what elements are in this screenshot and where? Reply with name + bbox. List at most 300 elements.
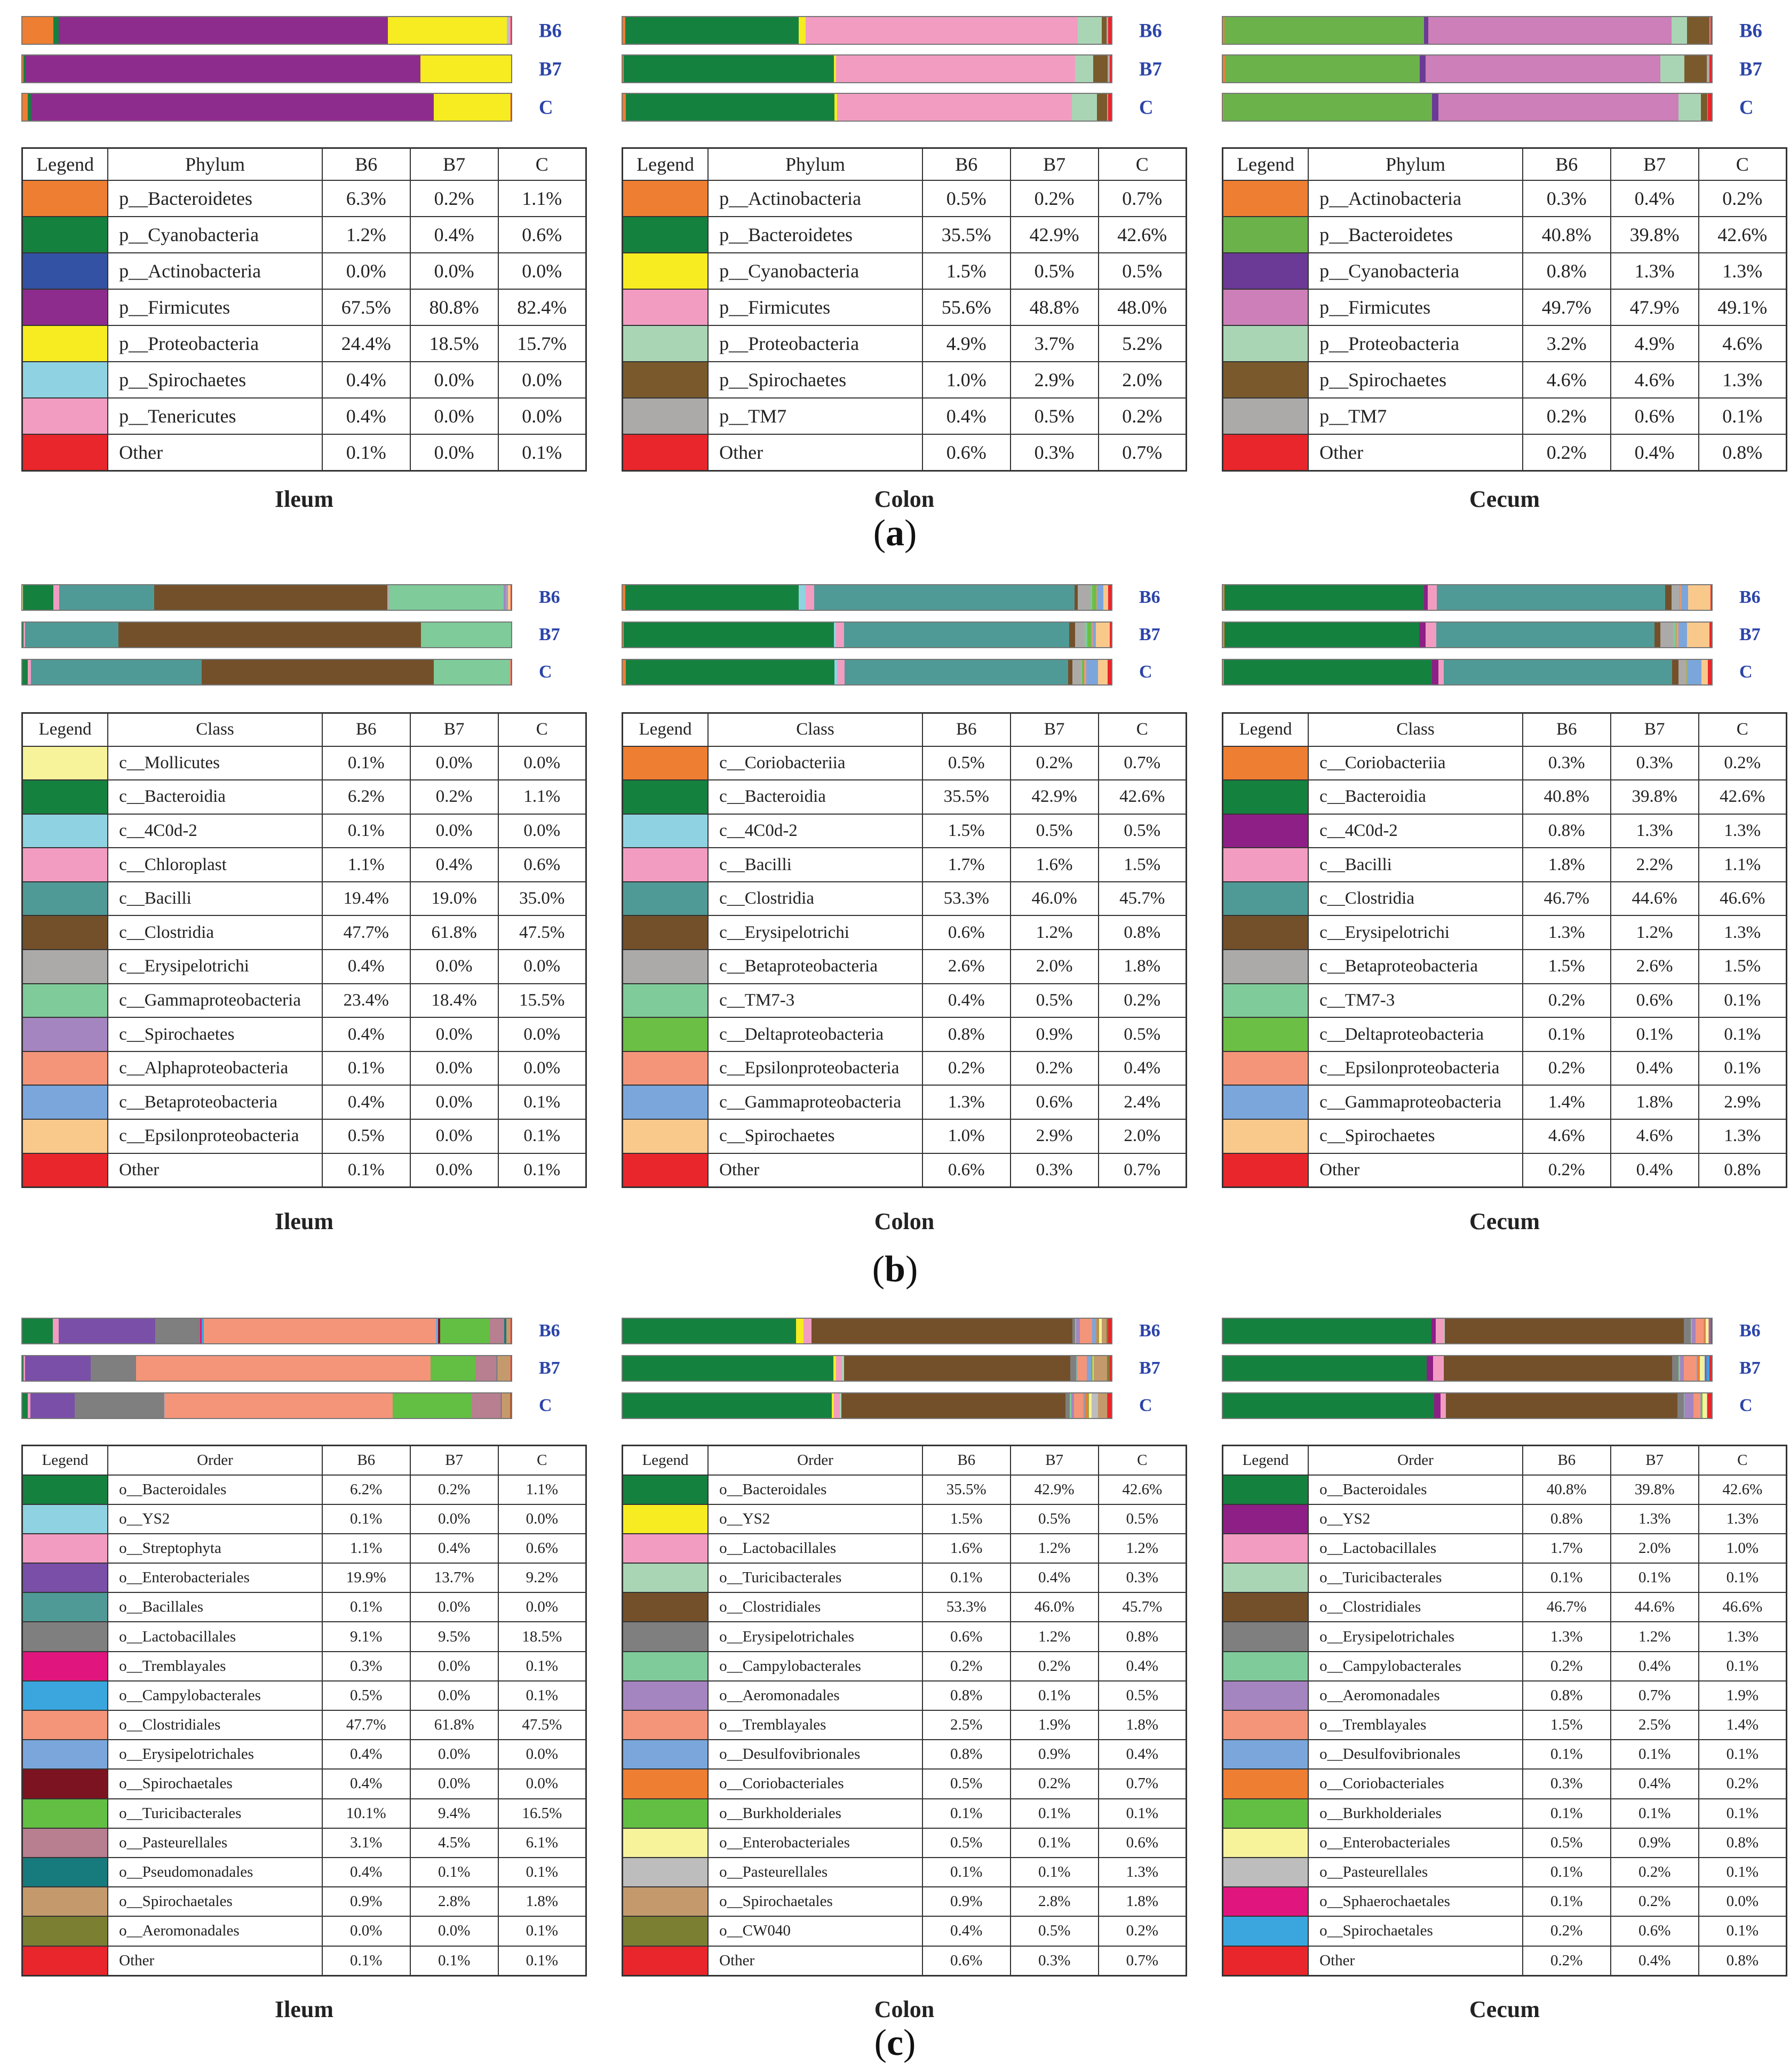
- legend-swatch-cell: [22, 1681, 108, 1710]
- taxon-name: c__Bacteroidia: [708, 780, 922, 814]
- bar-group-label: B7: [1739, 625, 1761, 644]
- taxon-name: o__Lactobacillales: [1308, 1534, 1523, 1563]
- abundance-value: 42.6%: [1699, 1475, 1787, 1504]
- legend-swatch: [23, 217, 107, 252]
- abundance-value: 1.2%: [1611, 1622, 1699, 1651]
- legend-row: [22, 1563, 586, 1592]
- legend-swatch: [1223, 1652, 1308, 1680]
- legend-swatch-cell: [22, 848, 108, 882]
- legend-header: Legend: [1223, 1446, 1309, 1475]
- tissue-label: Cecum: [1469, 1208, 1540, 1234]
- abundance-value: 1.5%: [922, 814, 1011, 848]
- legend-row: [22, 814, 586, 848]
- legend-row: [623, 984, 1187, 1018]
- legend-swatch-cell: [22, 253, 108, 289]
- bar-row-b7: [21, 54, 587, 83]
- abundance-value: 0.2%: [1523, 1051, 1611, 1086]
- legend-row: [1223, 1946, 1787, 1976]
- legend-swatch: [23, 290, 107, 325]
- legend-swatch-cell: [22, 1563, 108, 1592]
- abundance-value: 0.7%: [1611, 1681, 1699, 1710]
- bar-group-label: B6: [1139, 1321, 1160, 1341]
- abundance-value: 40.8%: [1523, 217, 1611, 253]
- stacked-bar-b6: [622, 584, 1112, 611]
- legend-table: [622, 147, 1187, 472]
- bar-segment: [22, 1393, 28, 1418]
- legend-swatch: [1223, 950, 1308, 983]
- abundance-value: 16.5%: [498, 1799, 586, 1828]
- abundance-value: 1.0%: [1699, 1534, 1787, 1563]
- stacked-bar-c: [21, 1392, 512, 1419]
- legend-row: [1223, 1563, 1787, 1592]
- abundance-value: 1.3%: [1611, 814, 1699, 848]
- bar-segment: [1424, 17, 1428, 44]
- legend-swatch-cell: [22, 1119, 108, 1153]
- abundance-value: 0.5%: [322, 1681, 410, 1710]
- abundance-value: 0.1%: [498, 434, 586, 471]
- bar-segment: [202, 660, 434, 684]
- legend-swatch: [23, 1154, 107, 1187]
- group-header-c: C: [1699, 713, 1787, 746]
- legend-swatch-cell: [1223, 1858, 1309, 1887]
- taxon-name: c__Coriobacteriia: [708, 746, 922, 780]
- taxon-name: o__Desulfovibrionales: [708, 1740, 922, 1769]
- group-header-c: C: [498, 713, 586, 746]
- abundance-value: 6.2%: [322, 1475, 410, 1504]
- group-header-c: C: [498, 1446, 586, 1475]
- bar-segment: [25, 1356, 90, 1381]
- legend-row: [623, 217, 1187, 253]
- group-header-b6: B6: [1523, 148, 1611, 180]
- bar-row-b6: [21, 1318, 587, 1344]
- bar-segment: [1711, 1319, 1712, 1343]
- taxon-name: p__Proteobacteria: [108, 325, 322, 362]
- legend-row: [1223, 1534, 1787, 1563]
- legend-table: [1222, 712, 1787, 1188]
- bar-segment: [836, 55, 1075, 82]
- taxon-name: c__Alphaproteobacteria: [108, 1051, 322, 1086]
- taxon-name: c__Gammaproteobacteria: [708, 1085, 922, 1119]
- taxon-header: Order: [1308, 1446, 1523, 1475]
- legend-swatch-cell: [1223, 434, 1309, 471]
- legend-swatch: [1223, 217, 1308, 252]
- bar-row-b6: [21, 16, 587, 45]
- group-header-b7: B7: [1011, 713, 1099, 746]
- chart-panel-c-ileum: [21, 1318, 587, 2023]
- legend-row: [1223, 814, 1787, 848]
- legend-row: [22, 1534, 586, 1563]
- stacked-bar-c: [622, 93, 1112, 122]
- legend-row: [22, 1085, 586, 1119]
- abundance-value: 0.1%: [1699, 1858, 1787, 1887]
- abundance-value: 0.6%: [498, 217, 586, 253]
- legend-row: [22, 398, 586, 434]
- abundance-value: 40.8%: [1523, 780, 1611, 814]
- bar-segment: [1070, 1356, 1076, 1381]
- abundance-value: 0.5%: [1099, 814, 1187, 848]
- abundance-value: 2.0%: [1099, 1119, 1187, 1153]
- abundance-value: 61.8%: [410, 915, 498, 950]
- legend-swatch: [1223, 1622, 1308, 1651]
- legend-swatch: [23, 1593, 107, 1621]
- taxon-name: p__Cyanobacteria: [708, 253, 922, 289]
- bar-segment: [626, 660, 834, 684]
- legend-swatch: [623, 217, 707, 252]
- taxon-name: o__Campylobacterales: [1308, 1652, 1523, 1681]
- abundance-value: 0.2%: [1099, 1916, 1187, 1946]
- abundance-value: 0.4%: [1099, 1740, 1187, 1769]
- legend-swatch-cell: [1223, 1887, 1309, 1916]
- legend-swatch: [623, 1154, 707, 1187]
- abundance-value: 0.0%: [498, 1051, 586, 1086]
- abundance-value: 0.2%: [410, 1475, 498, 1504]
- abundance-value: 2.0%: [1611, 1534, 1699, 1563]
- bar-segment: [1097, 585, 1103, 610]
- legend-row: [1223, 1652, 1787, 1681]
- abundance-value: 48.0%: [1099, 289, 1187, 325]
- abundance-value: 0.4%: [410, 848, 498, 882]
- bar-segment: [1092, 585, 1096, 610]
- legend-swatch-cell: [22, 289, 108, 325]
- bar-group-label: C: [1139, 662, 1152, 682]
- bar-segment: [1660, 55, 1684, 82]
- bar-segment: [1696, 1319, 1703, 1343]
- abundance-value: 1.2%: [1011, 1622, 1099, 1651]
- taxon-name: p__Firmicutes: [1308, 289, 1523, 325]
- legend-row: [623, 1504, 1187, 1534]
- legend-swatch: [23, 1740, 107, 1768]
- taxon-name: o__Bacillales: [108, 1592, 322, 1622]
- abundance-value: 0.5%: [1523, 1828, 1611, 1858]
- abundance-value: 19.4%: [322, 882, 410, 916]
- abundance-value: 0.1%: [498, 1652, 586, 1681]
- bar-segment: [625, 585, 799, 610]
- abundance-value: 39.8%: [1611, 780, 1699, 814]
- abundance-value: 80.8%: [410, 289, 498, 325]
- bar-segment: [1445, 1319, 1684, 1343]
- taxon-name: c__Betaproteobacteria: [108, 1085, 322, 1119]
- tissue-label: Colon: [874, 1996, 935, 2023]
- legend-swatch-cell: [22, 1769, 108, 1798]
- bar-segment: [75, 1393, 163, 1418]
- legend-swatch-cell: [22, 217, 108, 253]
- legend-swatch-cell: [1223, 1534, 1309, 1563]
- legend-row: [623, 950, 1187, 984]
- abundance-value: 1.2%: [1011, 1534, 1099, 1563]
- abundance-value: 0.1%: [410, 1858, 498, 1887]
- taxon-name: c__Clostridia: [108, 915, 322, 950]
- abundance-value: 1.5%: [922, 253, 1011, 289]
- taxon-name: o__Pasteurellales: [708, 1858, 922, 1887]
- bar-segment: [440, 1319, 489, 1343]
- legend-swatch: [623, 435, 707, 470]
- taxon-name: p__Actinobacteria: [1308, 180, 1523, 217]
- abundance-value: 1.3%: [1699, 1119, 1787, 1153]
- abundance-value: 46.7%: [1523, 1592, 1611, 1622]
- taxon-name: Other: [708, 1153, 922, 1188]
- abundance-value: 55.6%: [922, 289, 1011, 325]
- bar-segment: [1432, 94, 1438, 121]
- taxon-name: o__Burkholderiales: [708, 1799, 922, 1828]
- abundance-value: 1.3%: [1699, 253, 1787, 289]
- abundance-value: 47.7%: [322, 915, 410, 950]
- legend-row: [1223, 746, 1787, 780]
- taxon-name: c__4C0d-2: [1308, 814, 1523, 848]
- group-header-b6: B6: [922, 1446, 1011, 1475]
- abundance-value: 1.5%: [1523, 950, 1611, 984]
- abundance-value: 1.3%: [1699, 1622, 1787, 1651]
- taxon-name: c__4C0d-2: [708, 814, 922, 848]
- legend-row: [1223, 253, 1787, 289]
- bar-segment: [497, 1356, 511, 1381]
- legend-row: [623, 1475, 1187, 1504]
- abundance-value: 0.2%: [1011, 746, 1099, 780]
- taxon-name: o__Erysipelotrichales: [708, 1622, 922, 1651]
- abundance-value: 48.8%: [1011, 289, 1099, 325]
- group-header-c: C: [498, 148, 586, 180]
- legend-swatch-cell: [22, 325, 108, 362]
- abundance-value: 2.5%: [922, 1710, 1011, 1740]
- abundance-value: 0.9%: [1011, 1017, 1099, 1051]
- legend-row: [22, 1769, 586, 1798]
- abundance-value: 0.4%: [922, 984, 1011, 1018]
- legend-swatch: [1223, 747, 1308, 780]
- abundance-value: 4.5%: [410, 1828, 498, 1858]
- bar-segment: [1437, 585, 1665, 610]
- abundance-value: 0.5%: [922, 1828, 1011, 1858]
- taxon-header: Phylum: [1308, 148, 1523, 180]
- legend-row: [623, 434, 1187, 471]
- abundance-value: 10.1%: [322, 1799, 410, 1828]
- legend-swatch-cell: [22, 1051, 108, 1086]
- legend-swatch-cell: [1223, 217, 1309, 253]
- abundance-value: 46.0%: [1011, 882, 1099, 916]
- abundance-value: 0.1%: [1011, 1828, 1099, 1858]
- abundance-value: 1.8%: [498, 1887, 586, 1916]
- taxon-name: p__Bacteroidetes: [1308, 217, 1523, 253]
- legend-header: Legend: [623, 148, 709, 180]
- legend-swatch-cell: [623, 1769, 709, 1798]
- bar-segment: [1687, 660, 1701, 684]
- legend-swatch-cell: [1223, 1652, 1309, 1681]
- taxon-name: o__Spirochaetales: [1308, 1916, 1523, 1946]
- legend-row: [1223, 1475, 1787, 1504]
- legend-swatch-cell: [623, 984, 709, 1018]
- abundance-value: 0.7%: [1099, 1946, 1187, 1976]
- legend-row: [1223, 780, 1787, 814]
- legend-swatch: [623, 1947, 707, 1975]
- abundance-value: 0.4%: [1099, 1051, 1187, 1086]
- abundance-value: 0.3%: [1611, 746, 1699, 780]
- abundance-value: 0.1%: [498, 1946, 586, 1976]
- bar-row-b7: [21, 621, 587, 648]
- stacked-bar-c: [1222, 1392, 1713, 1419]
- abundance-value: 0.3%: [1523, 746, 1611, 780]
- legend-swatch: [623, 1534, 707, 1563]
- bar-segment: [1108, 17, 1111, 44]
- bar-segment: [626, 94, 834, 121]
- legend-swatch: [623, 848, 707, 881]
- bar-segment: [799, 585, 806, 610]
- bar-row-c: [21, 93, 587, 122]
- bar-group-label: C: [1139, 1396, 1152, 1415]
- abundance-value: 2.6%: [1611, 950, 1699, 984]
- legend-row: [1223, 325, 1787, 362]
- abundance-value: 0.7%: [1099, 434, 1187, 471]
- legend-swatch: [1223, 1770, 1308, 1798]
- bar-segment: [1068, 660, 1072, 684]
- abundance-value: 18.5%: [410, 325, 498, 362]
- legend-row: [623, 1534, 1187, 1563]
- taxon-name: o__CW040: [708, 1916, 922, 1946]
- legend-swatch-cell: [22, 1504, 108, 1534]
- stacked-bar-b7: [1222, 54, 1713, 83]
- bar-row-c: [21, 659, 587, 686]
- tissue-label: Ileum: [275, 486, 333, 512]
- bar-group-label: B6: [1139, 19, 1162, 42]
- abundance-value: 0.6%: [498, 1534, 586, 1563]
- abundance-value: 0.6%: [1611, 398, 1699, 434]
- taxon-name: p__Bacteroidetes: [108, 180, 322, 217]
- legend-swatch-cell: [1223, 780, 1309, 814]
- bar-segment: [1672, 660, 1678, 684]
- bar-segment: [25, 55, 420, 82]
- taxon-name: p__Spirochaetes: [1308, 362, 1523, 398]
- taxon-name: o__YS2: [708, 1504, 922, 1534]
- bar-segment: [1678, 94, 1701, 121]
- legend-swatch-cell: [623, 1710, 709, 1740]
- legend-row: [623, 1051, 1187, 1086]
- bar-segment: [472, 1393, 501, 1418]
- legend-row: [22, 1916, 586, 1946]
- legend-swatch-cell: [22, 1592, 108, 1622]
- legend-row: [1223, 1858, 1787, 1887]
- abundance-value: 24.4%: [322, 325, 410, 362]
- abundance-value: 1.3%: [1699, 915, 1787, 950]
- abundance-value: 0.1%: [322, 1504, 410, 1534]
- legend-swatch-cell: [623, 882, 709, 916]
- abundance-value: 1.8%: [1099, 950, 1187, 984]
- legend-row: [1223, 1769, 1787, 1798]
- abundance-value: 0.8%: [1523, 253, 1611, 289]
- abundance-value: 0.0%: [410, 1119, 498, 1153]
- legend-row: [22, 1710, 586, 1740]
- taxon-name: c__Coriobacteriia: [1308, 746, 1523, 780]
- abundance-value: 9.2%: [498, 1563, 586, 1592]
- legend-swatch: [1223, 1564, 1308, 1592]
- bar-segment: [1093, 55, 1108, 82]
- bar-segment: [421, 623, 511, 647]
- chart-panel-a-colon: [622, 16, 1187, 512]
- bar-segment: [22, 1319, 53, 1343]
- taxon-name: c__Gammaproteobacteria: [1308, 1085, 1523, 1119]
- taxon-name: c__Betaproteobacteria: [708, 950, 922, 984]
- taxon-name: p__Proteobacteria: [708, 325, 922, 362]
- bar-row-b7: [1222, 1355, 1787, 1382]
- taxon-name: o__YS2: [1308, 1504, 1523, 1534]
- legend-swatch: [23, 780, 107, 814]
- abundance-value: 0.1%: [922, 1858, 1011, 1887]
- legend-swatch: [23, 1681, 107, 1710]
- abundance-value: 0.8%: [1699, 1828, 1787, 1858]
- legend-swatch-cell: [623, 1740, 709, 1769]
- legend-row: [623, 1622, 1187, 1651]
- bar-row-b7: [1222, 54, 1787, 83]
- bar-segment: [623, 1393, 832, 1418]
- taxon-name: o__Clostridiales: [1308, 1592, 1523, 1622]
- legend-swatch: [23, 1917, 107, 1945]
- taxon-name: o__Bacteroidales: [708, 1475, 922, 1504]
- legend-swatch: [623, 399, 707, 434]
- taxon-name: c__Epsilonproteobacteria: [1308, 1051, 1523, 1086]
- abundance-value: 0.1%: [322, 1592, 410, 1622]
- panel-letter: c: [886, 2022, 904, 2063]
- taxon-name: o__Erysipelotrichales: [1308, 1622, 1523, 1651]
- bar-segment: [1092, 1319, 1096, 1343]
- stacked-bar-b7: [21, 1355, 512, 1382]
- legend-row: [22, 882, 586, 916]
- bar-segment: [1428, 585, 1437, 610]
- abundance-value: 61.8%: [410, 1710, 498, 1740]
- legend-row: [1223, 915, 1787, 950]
- legend-row: [22, 1858, 586, 1887]
- abundance-value: 1.9%: [1699, 1681, 1787, 1710]
- abundance-value: 0.7%: [1099, 746, 1187, 780]
- group-header-b6: B6: [1523, 1446, 1611, 1475]
- abundance-value: 2.8%: [410, 1887, 498, 1916]
- taxon-name: o__Tremblayales: [1308, 1710, 1523, 1740]
- taxon-name: c__TM7-3: [1308, 984, 1523, 1018]
- bar-segment: [1225, 55, 1420, 82]
- abundance-value: 1.3%: [922, 1085, 1011, 1119]
- bar-segment: [59, 1319, 156, 1343]
- legend-row: [22, 217, 586, 253]
- abundance-value: 3.7%: [1011, 325, 1099, 362]
- bar-segment: [1223, 1393, 1434, 1418]
- abundance-value: 0.3%: [322, 1652, 410, 1681]
- abundance-value: 0.2%: [1523, 1916, 1611, 1946]
- abundance-value: 39.8%: [1611, 1475, 1699, 1504]
- abundance-value: 0.0%: [410, 1051, 498, 1086]
- tissue-label: Ileum: [275, 1208, 333, 1234]
- legend-swatch-cell: [1223, 325, 1309, 362]
- legend-swatch: [623, 253, 707, 289]
- legend-row: [1223, 362, 1787, 398]
- abundance-value: 0.4%: [322, 1740, 410, 1769]
- legend-swatch-cell: [22, 1085, 108, 1119]
- bar-segment: [625, 17, 799, 44]
- abundance-value: 1.2%: [1611, 915, 1699, 950]
- abundance-value: 1.7%: [1523, 1534, 1611, 1563]
- legend-swatch: [623, 1770, 707, 1798]
- taxon-name: p__Bacteroidetes: [708, 217, 922, 253]
- abundance-value: 0.8%: [1699, 1153, 1787, 1188]
- bar-segment: [1092, 1393, 1098, 1418]
- legend-swatch: [23, 435, 107, 470]
- stacked-bar-c: [622, 1392, 1112, 1419]
- legend-swatch-cell: [22, 1622, 108, 1651]
- legend-swatch-cell: [1223, 1710, 1309, 1740]
- taxon-name: c__Erysipelotrichi: [708, 915, 922, 950]
- legend-swatch: [1223, 848, 1308, 881]
- legend-row: [1223, 434, 1787, 471]
- legend-swatch-cell: [22, 1652, 108, 1681]
- taxon-name: o__Lactobacillales: [708, 1534, 922, 1563]
- abundance-value: 0.4%: [322, 1017, 410, 1051]
- legend-swatch-cell: [1223, 950, 1309, 984]
- taxon-name: Other: [108, 1153, 322, 1188]
- taxon-name: Other: [1308, 434, 1523, 471]
